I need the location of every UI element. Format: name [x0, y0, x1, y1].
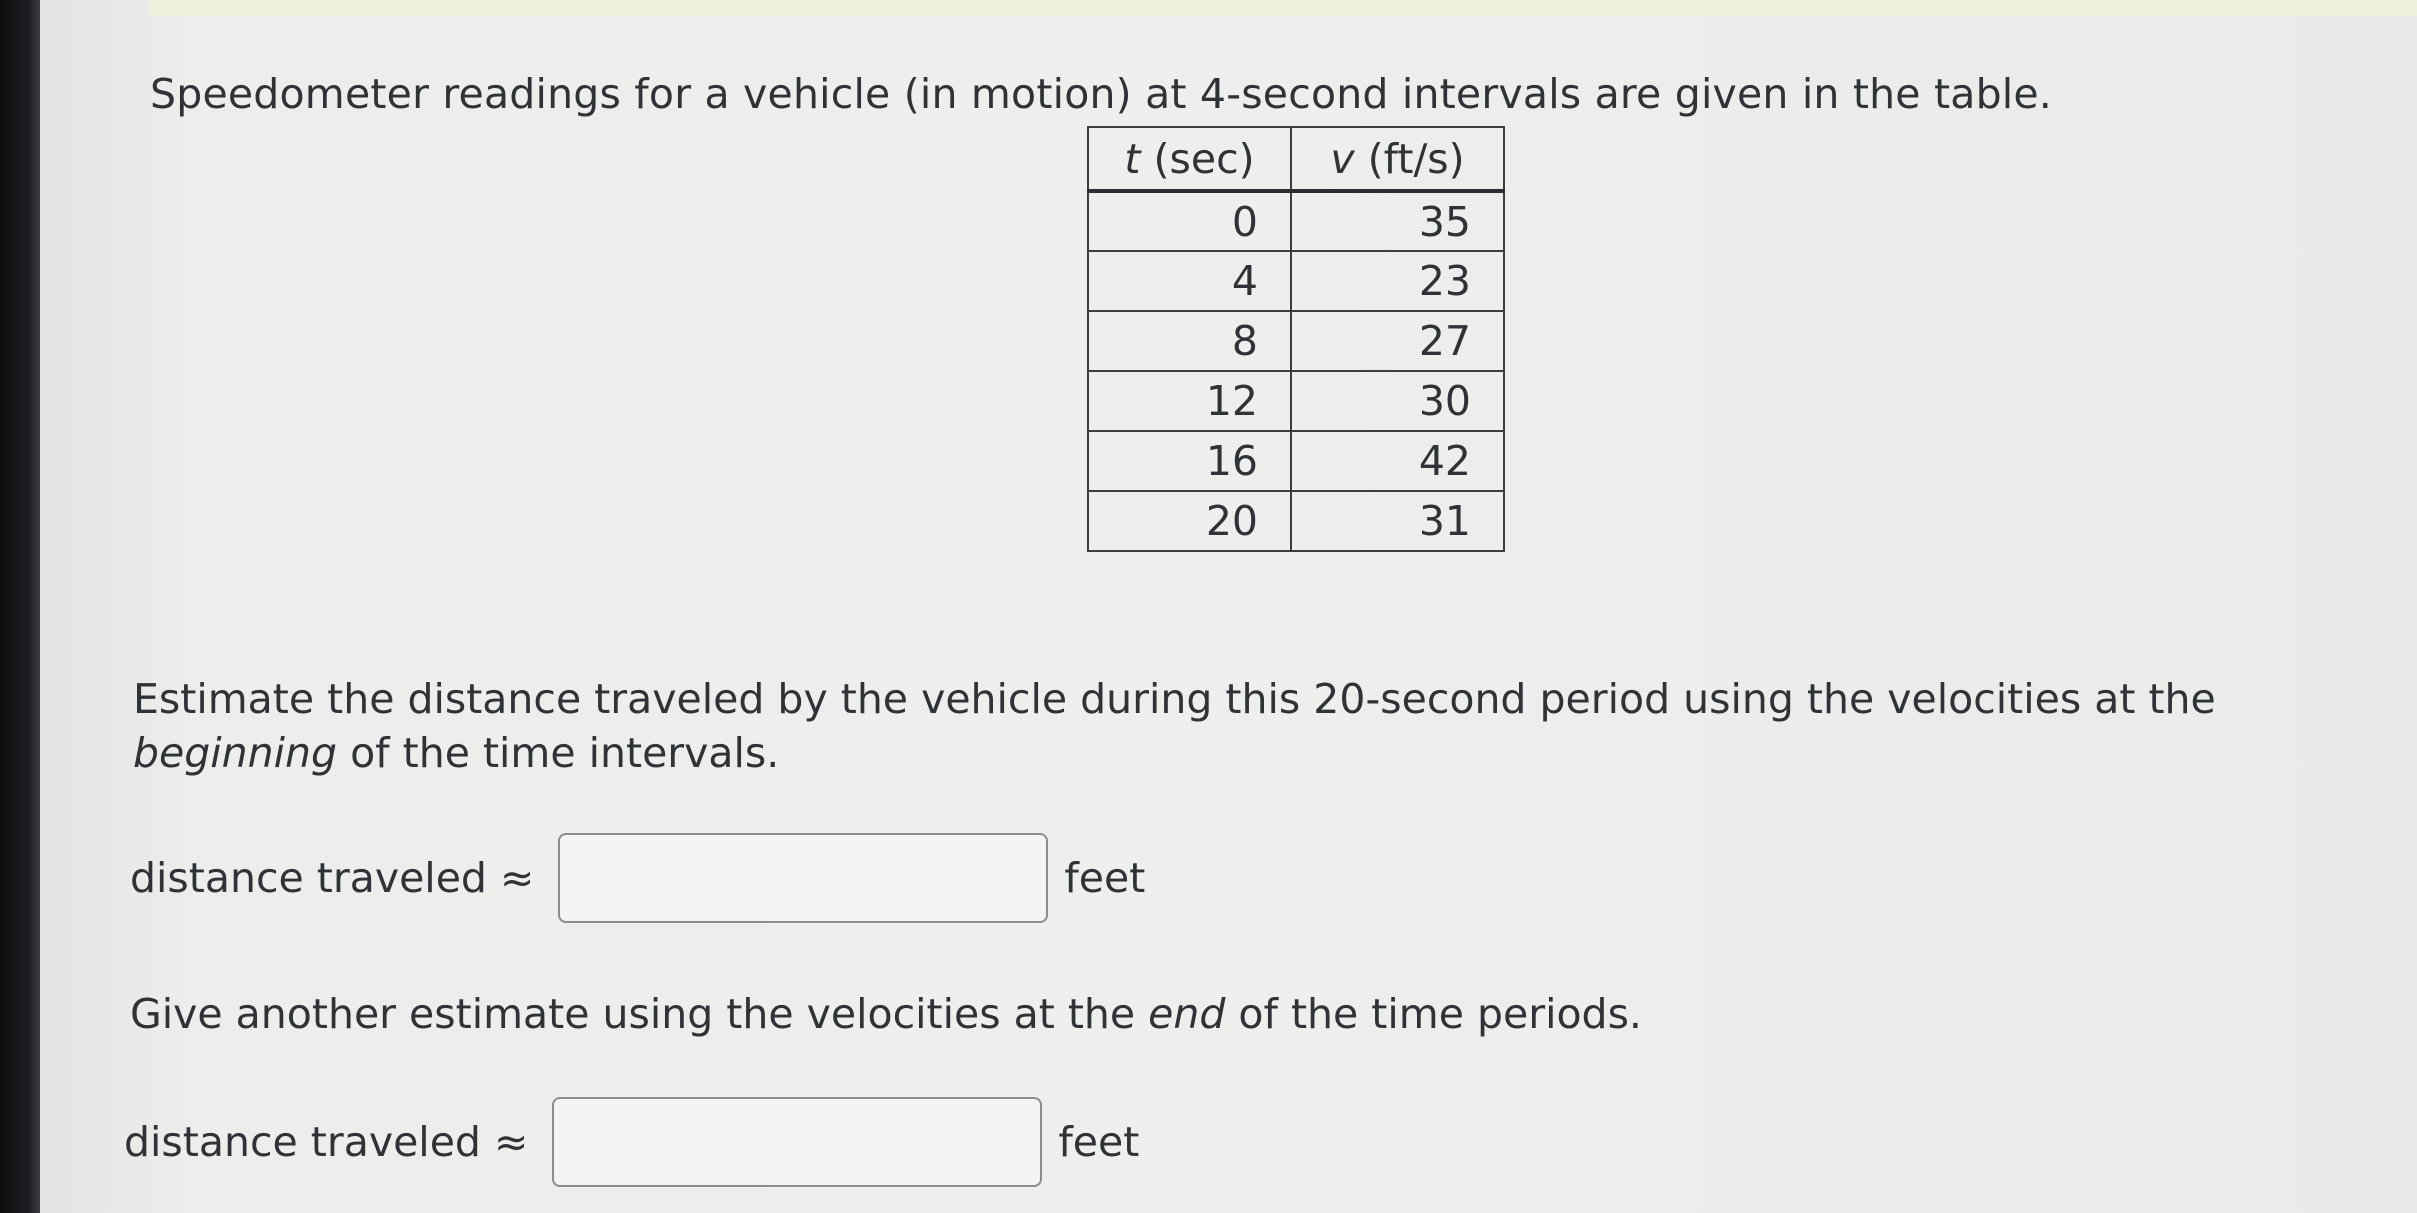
table-row	[1088, 251, 1504, 311]
question-end: Give another estimate using the velocities at the end of the time periods.	[130, 990, 1642, 1038]
cell-time: 0	[1088, 191, 1291, 251]
distance-end-input[interactable]	[552, 1097, 1042, 1187]
cell-velocity: 35	[1291, 191, 1504, 251]
screen-bezel	[0, 0, 40, 1213]
header-velocity: v (ft/s)	[1291, 127, 1504, 191]
unit-label: feet	[1064, 854, 1146, 902]
emphasis-beginning: beginning	[133, 729, 338, 777]
table-row	[1088, 431, 1504, 491]
unit-label: feet	[1058, 1118, 1140, 1166]
question-beginning: Estimate the distance traveled by the vehicle during this 20-second period using the velocities at the beginning of the time intervals.	[133, 675, 2216, 777]
distance-beginning-input[interactable]	[558, 833, 1048, 923]
table-header-row	[1088, 127, 1504, 191]
table-row	[1088, 491, 1504, 551]
cell-time: 16	[1088, 431, 1291, 491]
cell-time: 20	[1088, 491, 1291, 551]
emphasis-end: end	[1148, 990, 1226, 1038]
answer-label: distance traveled ≈	[130, 854, 535, 902]
cell-velocity: 27	[1291, 311, 1504, 371]
speedometer-table	[1087, 126, 1505, 552]
answer-row-end	[124, 1097, 1139, 1187]
header-time: t (sec)	[1088, 127, 1291, 191]
cell-time: 12	[1088, 371, 1291, 431]
cell-velocity: 42	[1291, 431, 1504, 491]
intro-text: Speedometer readings for a vehicle (in motion) at 4-second intervals are given in the table.	[150, 70, 2053, 118]
table-row	[1088, 191, 1504, 251]
answer-row-beginning	[130, 833, 1145, 923]
top-strip	[150, 0, 2417, 16]
answer-label: distance traveled ≈	[124, 1118, 529, 1166]
cell-time: 4	[1088, 251, 1291, 311]
table-row	[1088, 371, 1504, 431]
cell-velocity: 30	[1291, 371, 1504, 431]
table-row	[1088, 311, 1504, 371]
cell-velocity: 23	[1291, 251, 1504, 311]
cell-velocity: 31	[1291, 491, 1504, 551]
cell-time: 8	[1088, 311, 1291, 371]
